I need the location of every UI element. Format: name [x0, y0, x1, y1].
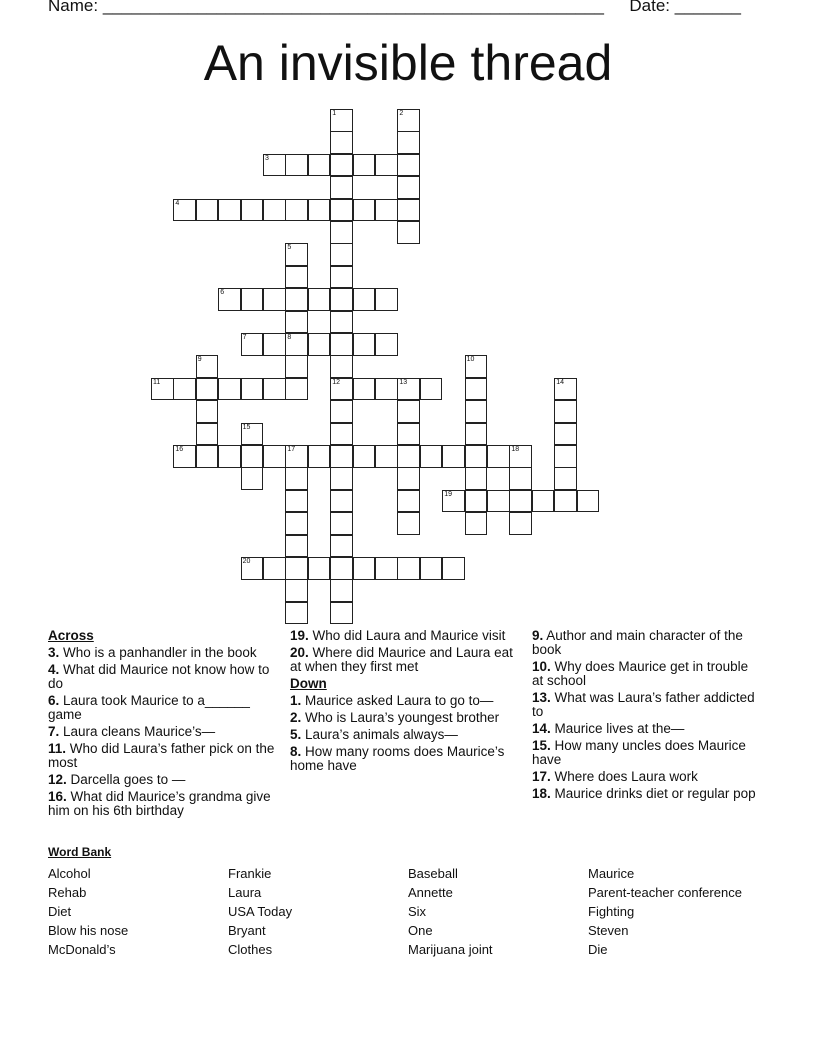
- grid-cell[interactable]: [151, 378, 174, 401]
- grid-cell[interactable]: [375, 333, 398, 356]
- grid-cell[interactable]: [218, 378, 241, 401]
- grid-cell[interactable]: [241, 423, 264, 446]
- word-bank-item: Steven: [588, 923, 629, 938]
- grid-cell[interactable]: [285, 243, 308, 266]
- grid-cell[interactable]: [465, 423, 488, 446]
- grid-cell[interactable]: [330, 176, 353, 199]
- name-blank[interactable]: _____________________________________________________: [102, 0, 604, 15]
- grid-cell[interactable]: [330, 423, 353, 446]
- grid-cell[interactable]: [353, 557, 376, 580]
- grid-cell[interactable]: [330, 221, 353, 244]
- grid-cell[interactable]: [241, 288, 264, 311]
- grid-cell[interactable]: [397, 131, 420, 154]
- clues-column-3: [532, 629, 760, 804]
- grid-cell[interactable]: [285, 154, 308, 177]
- cell-number: 18: [511, 446, 520, 453]
- grid-cell[interactable]: [353, 378, 376, 401]
- cell-number: 10: [466, 356, 475, 364]
- clue-down-18: 18. Maurice drinks diet or regular pop: [532, 786, 756, 801]
- clue-down-15: 15. How many uncles does Maurice have: [532, 738, 746, 767]
- cell-number: 8: [287, 334, 292, 341]
- clue-across-6: 6. Laura took Maurice to a______ game: [48, 693, 250, 722]
- grid-cell[interactable]: [241, 557, 264, 580]
- word-bank-item: Diet: [48, 904, 72, 919]
- clue-across-16: 16. What did Maurice’s grandma give him on his 6th birthday: [48, 789, 271, 818]
- grid-cell[interactable]: [308, 199, 331, 222]
- cell-number: 17: [287, 446, 296, 453]
- cell-number: 1: [332, 110, 337, 117]
- grid-cell[interactable]: [330, 445, 353, 468]
- word-bank-item: Rehab: [48, 885, 87, 900]
- clues-column-2: [290, 629, 518, 776]
- grid-cell[interactable]: [353, 288, 376, 311]
- cell-number: 3: [265, 154, 269, 162]
- word-bank-item: One: [408, 923, 433, 938]
- grid-cell[interactable]: [353, 445, 376, 468]
- clues-column-1: [48, 629, 276, 821]
- word-bank-item: USA Today: [228, 904, 293, 919]
- grid-cell[interactable]: [420, 378, 443, 401]
- word-bank-item: Die: [588, 942, 608, 957]
- grid-cell[interactable]: [509, 490, 532, 513]
- grid-cell[interactable]: [196, 423, 219, 446]
- grid-cell[interactable]: [330, 243, 353, 266]
- word-bank-item: Six: [408, 904, 427, 919]
- clue-across-11: 11. Who did Laura’s father pick on the most: [48, 741, 275, 770]
- grid-cell[interactable]: [173, 199, 196, 222]
- grid-cell[interactable]: [285, 445, 308, 468]
- grid-cell[interactable]: [397, 490, 420, 513]
- grid-cell[interactable]: [285, 266, 308, 289]
- grid-cell[interactable]: [285, 490, 308, 513]
- grid-cell[interactable]: [308, 333, 331, 356]
- grid-cell[interactable]: [375, 199, 398, 222]
- cell-number: 9: [197, 356, 202, 364]
- grid-cell[interactable]: [330, 378, 353, 401]
- down-heading: Down: [290, 676, 327, 691]
- grid-cell[interactable]: [285, 311, 308, 334]
- grid-cell[interactable]: [375, 154, 398, 177]
- grid-cell[interactable]: [196, 378, 219, 401]
- grid-cell[interactable]: [465, 400, 488, 423]
- word-bank-item: McDonald’s: [48, 942, 116, 957]
- clue-across-20: 20. Where did Maurice and Laura eat at when they first met: [290, 645, 513, 674]
- clue-down-17: 17. Where does Laura work: [532, 769, 698, 784]
- grid-cell[interactable]: [375, 288, 398, 311]
- grid-cell[interactable]: [330, 535, 353, 558]
- grid-cell[interactable]: [487, 490, 510, 513]
- grid-cell[interactable]: [330, 109, 353, 132]
- word-bank-item: Maurice: [588, 866, 635, 881]
- grid-cell[interactable]: [397, 221, 420, 244]
- clue-down-1: 1. Maurice asked Laura to go to—: [290, 693, 494, 708]
- grid-cell[interactable]: [577, 490, 600, 513]
- grid-cell[interactable]: [465, 490, 488, 513]
- grid-cell[interactable]: [330, 579, 353, 602]
- grid-cell[interactable]: [241, 467, 264, 490]
- grid-cell[interactable]: [285, 378, 308, 401]
- grid-cell[interactable]: [465, 378, 488, 401]
- grid-cell[interactable]: [442, 557, 465, 580]
- grid-cell[interactable]: [330, 400, 353, 423]
- grid-cell[interactable]: [397, 400, 420, 423]
- cell-number: 14: [556, 378, 564, 386]
- cell-number: 20: [242, 558, 251, 565]
- grid-cell[interactable]: [330, 355, 353, 378]
- grid-cell[interactable]: [554, 490, 577, 513]
- grid-cell[interactable]: [465, 355, 488, 378]
- grid-cell[interactable]: [263, 154, 286, 177]
- word-bank-item: Marijuana joint: [408, 942, 493, 957]
- grid-cell[interactable]: [397, 199, 420, 222]
- word-bank-item: Parent-teacher conference: [588, 885, 742, 900]
- cell-number: 13: [399, 378, 408, 386]
- grid-cell[interactable]: [173, 378, 196, 401]
- clue-down-10: 10. Why does Maurice get in trouble at school: [532, 659, 749, 688]
- grid-cell[interactable]: [554, 445, 577, 468]
- grid-cell[interactable]: [241, 445, 264, 468]
- cell-number: 2: [399, 110, 404, 117]
- grid-cell[interactable]: [241, 199, 264, 222]
- cell-number: 15: [242, 423, 251, 431]
- grid-cell[interactable]: [285, 288, 308, 311]
- grid-cell[interactable]: [285, 333, 308, 356]
- grid-cell[interactable]: [173, 445, 196, 468]
- grid-cell[interactable]: [218, 445, 241, 468]
- word-bank-item: Clothes: [228, 942, 273, 957]
- cell-number: 6: [220, 289, 225, 297]
- word-bank-item: Fighting: [588, 904, 635, 919]
- grid-cell[interactable]: [330, 490, 353, 513]
- grid-cell[interactable]: [554, 467, 577, 490]
- word-bank-item: Laura: [228, 885, 262, 900]
- grid-cell[interactable]: [218, 199, 241, 222]
- word-bank-column-2: [228, 864, 292, 959]
- grid-cell[interactable]: [330, 131, 353, 154]
- clue-across-12: 12. Darcella goes to —: [48, 772, 186, 787]
- grid-cell[interactable]: [241, 378, 264, 401]
- clue-down-2: 2. Who is Laura’s youngest brother: [290, 710, 500, 725]
- clue-across-19: 19. Who did Laura and Maurice visit: [290, 628, 506, 643]
- grid-cell[interactable]: [263, 288, 286, 311]
- grid-cell[interactable]: [263, 378, 286, 401]
- grid-cell[interactable]: [465, 445, 488, 468]
- grid-cell[interactable]: [532, 490, 555, 513]
- cell-number: 16: [175, 446, 184, 453]
- clue-down-14: 14. Maurice lives at the—: [532, 721, 685, 736]
- grid-cell[interactable]: [330, 311, 353, 334]
- grid-cell[interactable]: [285, 199, 308, 222]
- grid-cell[interactable]: [285, 512, 308, 535]
- grid-cell[interactable]: [397, 154, 420, 177]
- clue-down-13: 13. What was Laura’s father addicted to: [532, 690, 755, 719]
- word-bank-item: Blow his nose: [48, 923, 129, 938]
- grid-cell[interactable]: [353, 154, 376, 177]
- grid-cell[interactable]: [196, 445, 219, 468]
- grid-cell[interactable]: [509, 512, 532, 535]
- clue-across-4: 4. What did Maurice not know how to do: [48, 662, 270, 691]
- word-bank-item: Bryant: [228, 923, 266, 938]
- grid-cell[interactable]: [285, 467, 308, 490]
- word-bank-item: Baseball: [408, 866, 458, 881]
- clue-across-3: 3. Who is a panhandler in the book: [48, 645, 257, 660]
- grid-cell[interactable]: [285, 579, 308, 602]
- grid-cell[interactable]: [330, 199, 353, 222]
- grid-cell[interactable]: [263, 557, 286, 580]
- grid-cell[interactable]: [487, 445, 510, 468]
- grid-cell[interactable]: [308, 445, 331, 468]
- cell-number: 4: [175, 199, 180, 207]
- grid-cell[interactable]: [420, 445, 443, 468]
- grid-cell[interactable]: [397, 467, 420, 490]
- grid-cell[interactable]: [196, 355, 219, 378]
- grid-cell[interactable]: [196, 199, 219, 222]
- grid-cell[interactable]: [442, 490, 465, 513]
- grid-cell[interactable]: [285, 602, 308, 625]
- grid-cell[interactable]: [330, 512, 353, 535]
- grid-cell[interactable]: [509, 445, 532, 468]
- cell-number: 5: [287, 244, 292, 252]
- across-heading: Across: [48, 628, 94, 643]
- grid-cell[interactable]: [330, 602, 353, 625]
- grid-cell[interactable]: [218, 288, 241, 311]
- clue-down-8: 8. How many rooms does Maurice’s home have: [290, 744, 505, 773]
- grid-cell[interactable]: [308, 557, 331, 580]
- word-bank-column-3: [408, 864, 493, 959]
- grid-cell[interactable]: [330, 266, 353, 289]
- word-bank-item: Alcohol: [48, 866, 91, 881]
- date-blank[interactable]: _______: [674, 0, 741, 15]
- grid-cell[interactable]: [308, 154, 331, 177]
- grid-cell[interactable]: [285, 355, 308, 378]
- grid-cell[interactable]: [375, 445, 398, 468]
- grid-cell[interactable]: [442, 445, 465, 468]
- cell-number: 19: [444, 490, 452, 498]
- grid-cell[interactable]: [285, 535, 308, 558]
- word-bank-item: Frankie: [228, 866, 272, 881]
- clue-down-5: 5. Laura’s animals always—: [290, 727, 458, 742]
- grid-cell[interactable]: [330, 288, 353, 311]
- grid-cell[interactable]: [397, 176, 420, 199]
- grid-cell[interactable]: [375, 557, 398, 580]
- word-bank-item: Annette: [408, 885, 453, 900]
- cell-number: 7: [242, 334, 247, 341]
- clue-across-7: 7. Laura cleans Maurice’s—: [48, 724, 216, 739]
- grid-cell[interactable]: [330, 154, 353, 177]
- grid-cell[interactable]: [353, 199, 376, 222]
- grid-cell[interactable]: [509, 467, 532, 490]
- date-label: Date:: [629, 0, 671, 15]
- grid-cell[interactable]: [465, 467, 488, 490]
- grid-cell[interactable]: [330, 333, 353, 356]
- grid-cell[interactable]: [285, 557, 308, 580]
- cell-number: 11: [153, 378, 161, 386]
- grid-cell[interactable]: [263, 199, 286, 222]
- page-title: An invisible thread: [203, 35, 613, 91]
- grid-cell[interactable]: [263, 445, 286, 468]
- grid-cell[interactable]: [554, 400, 577, 423]
- grid-cell[interactable]: [397, 557, 420, 580]
- grid-cell[interactable]: [196, 400, 219, 423]
- grid-cell[interactable]: [397, 445, 420, 468]
- grid-cell[interactable]: [375, 378, 398, 401]
- word-bank-title: Word Bank: [48, 845, 112, 859]
- grid-cell[interactable]: [330, 467, 353, 490]
- grid-cell[interactable]: [353, 333, 376, 356]
- grid-cell[interactable]: [554, 378, 577, 401]
- name-label: Name:: [48, 0, 99, 15]
- grid-cell[interactable]: [397, 423, 420, 446]
- cell-number: 12: [332, 378, 340, 386]
- clue-down-9: 9. Author and main character of the book: [532, 628, 743, 657]
- grid-cell[interactable]: [420, 557, 443, 580]
- grid-cell[interactable]: [554, 423, 577, 446]
- grid-cell[interactable]: [241, 333, 264, 356]
- grid-cell[interactable]: [308, 288, 331, 311]
- word-bank-column-4: [588, 864, 742, 959]
- word-bank-column-1: [48, 864, 128, 959]
- grid-cell[interactable]: [263, 333, 286, 356]
- grid-cell[interactable]: [397, 109, 420, 132]
- grid-cell[interactable]: [397, 378, 420, 401]
- grid-cell[interactable]: [330, 557, 353, 580]
- grid-cell[interactable]: [465, 512, 488, 535]
- grid-cell[interactable]: [397, 512, 420, 535]
